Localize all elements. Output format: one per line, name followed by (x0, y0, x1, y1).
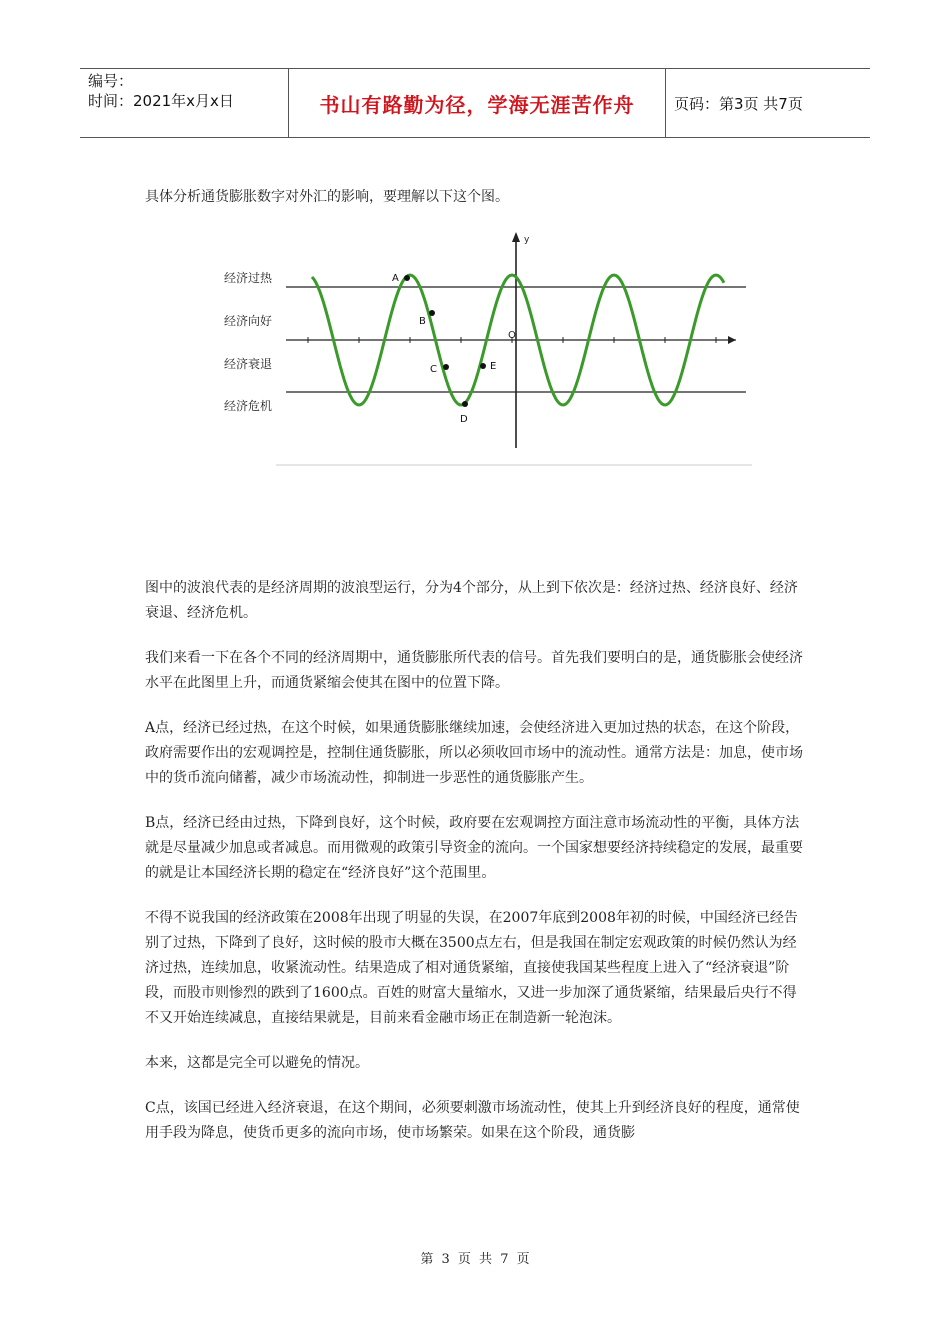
header-motto: 书山有路勤为径，学海无涯苦作舟 (289, 69, 666, 137)
point-E-dot (480, 363, 486, 369)
header-page-info: 页码：第3页 共7页 (674, 94, 803, 113)
point-D-dot (462, 401, 468, 407)
page-footer: 第 3 页 共 7 页 (420, 1252, 530, 1267)
level-label-overheat: 经济过热 (224, 271, 273, 285)
document-number-label: 编号： (88, 72, 134, 90)
level-label-crisis: 经济危机 (224, 399, 273, 413)
header-meta (80, 69, 289, 137)
paragraph: B点，经济已经由过热，下降到良好，这个时候，政府要在宏观调控方面注意市场流动性的平衡，具体方法就是尽量减少加息或者减息。而用微观的政策引导资金的流向。一个国家想要经济持续稳定的发展，最重要的就是让本国经济长期的稳定在“经济良好”这个范围里。 (145, 815, 803, 881)
point-B-dot (429, 310, 435, 316)
intro-text: 具体分析通货膨胀数字对外汇的影响，要理解以下这个图。 (145, 189, 509, 205)
economic-cycle-chart (196, 226, 752, 466)
paragraph: A点，经济已经过热，在这个时候，如果通货膨胀继续加速，会使经济进入更加过热的状态，在这个阶段，政府需要作出的宏观调控是，控制住通货膨胀，所以必须收回市场中的流动性。通常方法是：加息，使市场中的货币流向储蓄，减少市场流动性，抑制进一步恶性的通货膨胀产生。 (145, 720, 803, 786)
origin-label: O (508, 330, 516, 341)
document-date: 时间：2021年x月x日 (88, 92, 234, 110)
paragraph: 本来，这都是完全可以避免的情况。 (145, 1055, 369, 1071)
chart-background (196, 226, 752, 466)
point-C-dot (443, 364, 449, 370)
paragraph: 不得不说我国的经济政策在2008年出现了明显的失误，在2007年底到2008年初的时候，中国经济已经告别了过热，下降到了良好，这时候的股市大概在3500点左右，但是我国在制定宏观政策的时候仍然认为经济过热，连续加息，收紧流动性。结果造成了相对通货紧缩，直接使我国某些程度上进入了“经济衰退”阶段，而股市则惨烈的跌到了1600点。百姓的财富大量缩水，又进一步加深了通货紧缩，结果最后央行不得不又开始连续减息，直接结果就是，目前来看金融市场正在制造新一轮泡沫。 (145, 910, 798, 1026)
paragraph: 图中的波浪代表的是经济周期的波浪型运行，分为4个部分，从上到下依次是：经济过热、经济良好、经济衰退、经济危机。 (145, 580, 798, 621)
point-A-label: A (392, 273, 399, 284)
point-A-dot (404, 275, 410, 281)
point-E-label: E (490, 361, 497, 372)
point-D-label: D (460, 414, 468, 425)
level-label-good: 经济向好 (224, 314, 273, 328)
paragraph: 我们来看一下在各个不同的经济周期中，通货膨胀所代表的信号。首先我们要明白的是，通货膨胀会使经济水平在此图里上升，而通货紧缩会使其在图中的位置下降。 (145, 650, 803, 691)
page-header (80, 68, 870, 138)
y-axis-mark: y (524, 235, 530, 245)
article-body (145, 576, 807, 1166)
point-C-label: C (430, 364, 437, 375)
paragraph: C点，该国已经进入经济衰退，在这个期间，必须要刺激市场流动性，使其上升到经济良好的程度，通常使用手段为降息，使货币更多的流向市场，使市场繁荣。如果在这个阶段，通货膨 (145, 1100, 800, 1141)
point-B-label: B (419, 316, 426, 327)
level-label-recession: 经济衰退 (224, 357, 273, 371)
